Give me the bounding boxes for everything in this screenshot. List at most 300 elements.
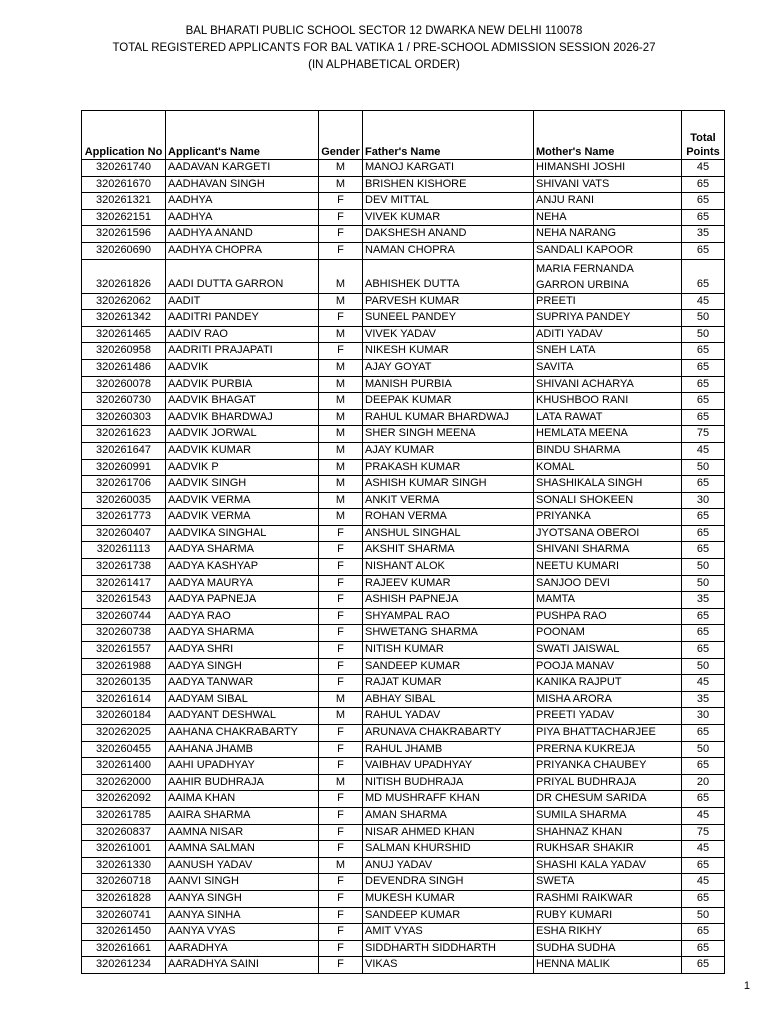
mother-name-cell: PREETI YADAV [534, 708, 682, 725]
table-row [82, 924, 725, 941]
mother-name-cell: LATA RAWAT [534, 409, 682, 426]
father-name-cell: NISHANT ALOK [363, 559, 534, 576]
gender-cell: F [319, 310, 363, 327]
gender-cell: F [319, 193, 363, 210]
application-no-cell: 320260991 [82, 459, 166, 476]
table-row [82, 774, 725, 791]
table-row [82, 193, 725, 210]
applicant-name-cell: AADHYA CHOPRA [166, 242, 319, 259]
total-points-cell: 50 [682, 310, 725, 327]
gender-cell: F [319, 575, 363, 592]
applicant-name-cell: AADVIK VERMA [166, 509, 319, 526]
applicant-name-cell: AADVIK JORWAL [166, 426, 319, 443]
father-name-cell: DAKSHESH ANAND [363, 226, 534, 243]
mother-name-cell: KHUSHBOO RANI [534, 393, 682, 410]
applicant-name-cell: AADI DUTTA GARRON [166, 259, 319, 293]
total-points-cell: 65 [682, 924, 725, 941]
applicant-name-cell: AADVIK PURBIA [166, 376, 319, 393]
father-name-cell: VIVEK KUMAR [363, 209, 534, 226]
total-points-cell: 75 [682, 426, 725, 443]
applicant-name-cell: AAHANA JHAMB [166, 741, 319, 758]
mother-name-cell: BINDU SHARMA [534, 442, 682, 459]
total-points-cell: 35 [682, 691, 725, 708]
father-name-cell: AMIT VYAS [363, 924, 534, 941]
total-points-cell: 65 [682, 242, 725, 259]
table-row [82, 160, 725, 177]
application-no-cell: 320261113 [82, 542, 166, 559]
table-row [82, 841, 725, 858]
application-no-cell: 320261557 [82, 642, 166, 659]
total-points-cell: 50 [682, 658, 725, 675]
application-no-cell: 320260078 [82, 376, 166, 393]
table-row [82, 940, 725, 957]
total-points-cell: 65 [682, 525, 725, 542]
gender-cell: F [319, 675, 363, 692]
mother-name-cell: PRIYANKA CHAUBEY [534, 758, 682, 775]
applicant-name-cell: AADVIK BHAGAT [166, 393, 319, 410]
table-row [82, 857, 725, 874]
application-no-cell: 320260730 [82, 393, 166, 410]
mother-name-cell: ESHA RIKHY [534, 924, 682, 941]
applicant-name-cell: AADYA SHARMA [166, 542, 319, 559]
applicant-name-cell: AARADHYA [166, 940, 319, 957]
gender-cell: F [319, 625, 363, 642]
applicant-name-cell: AADIV RAO [166, 326, 319, 343]
mother-name-cell: HEMLATA MEENA [534, 426, 682, 443]
total-points-cell: 45 [682, 807, 725, 824]
table-row [82, 509, 725, 526]
applicant-name-cell: AADHYA ANAND [166, 226, 319, 243]
total-points-cell: 65 [682, 259, 725, 293]
total-points-cell: 65 [682, 940, 725, 957]
gender-cell: F [319, 890, 363, 907]
mother-name-cell: PIYA BHATTACHARJEE [534, 725, 682, 742]
mother-name-cell: PRIYANKA [534, 509, 682, 526]
applicant-name-cell: AADIT [166, 293, 319, 310]
father-name-cell: AKSHIT SHARMA [363, 542, 534, 559]
mother-name-cell: SAVITA [534, 359, 682, 376]
applicant-name-cell: AARADHYA SAINI [166, 957, 319, 974]
applicant-name-cell: AADVIK BHARDWAJ [166, 409, 319, 426]
gender-cell: M [319, 426, 363, 443]
mother-name-cell: NEHA [534, 209, 682, 226]
list-title: TOTAL REGISTERED APPLICANTS FOR BAL VATIKA 1 / PRE-SCHOOL ADMISSION SESSION 2026-27 [112, 42, 656, 54]
total-points-cell: 65 [682, 476, 725, 493]
total-points-cell: 65 [682, 542, 725, 559]
total-points-cell: 30 [682, 708, 725, 725]
mother-name-cell: PREETI [534, 293, 682, 310]
mother-name-cell: SANJOO DEVI [534, 575, 682, 592]
total-points-cell: 50 [682, 326, 725, 343]
column-header-application-no: Application No [82, 111, 166, 160]
mother-name-cell: PRIYAL BUDHRAJA [534, 774, 682, 791]
applicant-name-cell: AAMNA SALMAN [166, 841, 319, 858]
gender-cell: F [319, 658, 363, 675]
application-no-cell: 320261543 [82, 592, 166, 609]
applicant-name-cell: AADVIK P [166, 459, 319, 476]
mother-name-cell: NEHA NARANG [534, 226, 682, 243]
father-name-cell: VAIBHAV UPADHYAY [363, 758, 534, 775]
application-no-cell: 320260135 [82, 675, 166, 692]
total-points-cell: 35 [682, 226, 725, 243]
father-name-cell: RAHUL YADAV [363, 708, 534, 725]
father-name-cell: ASHISH KUMAR SINGH [363, 476, 534, 493]
application-no-cell: 320260718 [82, 874, 166, 891]
application-no-cell: 320261465 [82, 326, 166, 343]
application-no-cell: 320262062 [82, 293, 166, 310]
gender-cell: M [319, 393, 363, 410]
mother-name-cell: SNEH LATA [534, 343, 682, 360]
father-name-cell: MANOJ KARGATI [363, 160, 534, 177]
father-name-cell: AMAN SHARMA [363, 807, 534, 824]
table-row [82, 259, 725, 293]
father-name-cell: PRAKASH KUMAR [363, 459, 534, 476]
application-no-cell: 320261706 [82, 476, 166, 493]
table-row [82, 326, 725, 343]
gender-cell: F [319, 242, 363, 259]
total-points-cell: 50 [682, 575, 725, 592]
column-header-applicant-name: Applicant's Name [166, 111, 319, 160]
application-no-cell: 320261596 [82, 226, 166, 243]
mother-name-cell: HIMANSHI JOSHI [534, 160, 682, 177]
table-row [82, 575, 725, 592]
gender-cell: M [319, 459, 363, 476]
applicant-name-cell: AADITRI PANDEY [166, 310, 319, 327]
gender-cell: F [319, 924, 363, 941]
father-name-cell: SANDEEP KUMAR [363, 658, 534, 675]
mother-name-cell: RASHMI RAIKWAR [534, 890, 682, 907]
total-points-cell: 65 [682, 890, 725, 907]
table-row [82, 459, 725, 476]
applicant-name-cell: AADVIK SINGH [166, 476, 319, 493]
gender-cell: F [319, 741, 363, 758]
gender-cell: M [319, 376, 363, 393]
mother-name-cell: PUSHPA RAO [534, 608, 682, 625]
application-no-cell: 320260744 [82, 608, 166, 625]
father-name-cell: RAHUL KUMAR BHARDWAJ [363, 409, 534, 426]
column-header-mother-name: Mother's Name [534, 111, 682, 160]
mother-name-cell: ANJU RANI [534, 193, 682, 210]
father-name-cell: DEVENDRA SINGH [363, 874, 534, 891]
gender-cell: M [319, 774, 363, 791]
applicant-name-cell: AAIRA SHARMA [166, 807, 319, 824]
table-row [82, 343, 725, 360]
applicant-name-cell: AADYANT DESHWAL [166, 708, 319, 725]
gender-cell: M [319, 293, 363, 310]
application-no-cell: 320260741 [82, 907, 166, 924]
application-no-cell: 320261400 [82, 758, 166, 775]
table-row [82, 658, 725, 675]
table-header-row [82, 111, 725, 160]
applicant-name-cell: AADHYA [166, 193, 319, 210]
gender-cell: F [319, 592, 363, 609]
total-points-cell: 45 [682, 442, 725, 459]
table-row [82, 592, 725, 609]
total-points-cell: 65 [682, 343, 725, 360]
table-row [82, 642, 725, 659]
total-points-cell: 65 [682, 957, 725, 974]
father-name-cell: MUKESH KUMAR [363, 890, 534, 907]
applicant-name-cell: AADYA KASHYAP [166, 559, 319, 576]
table-row [82, 426, 725, 443]
table-row [82, 409, 725, 426]
table-row [82, 708, 725, 725]
father-name-cell: NAMAN CHOPRA [363, 242, 534, 259]
gender-cell: F [319, 525, 363, 542]
application-no-cell: 320260184 [82, 708, 166, 725]
gender-cell: M [319, 176, 363, 193]
father-name-cell: SHYAMPAL RAO [363, 608, 534, 625]
table-row [82, 608, 725, 625]
applicant-name-cell: AADRITI PRAJAPATI [166, 343, 319, 360]
mother-name-cell: SHIVANI VATS [534, 176, 682, 193]
gender-cell: F [319, 791, 363, 808]
table-row [82, 691, 725, 708]
column-header-father-name: Father's Name [363, 111, 534, 160]
applicant-name-cell: AADVIK VERMA [166, 492, 319, 509]
father-name-cell: ABHISHEK DUTTA [363, 259, 534, 293]
table-row [82, 741, 725, 758]
total-points-cell: 65 [682, 791, 725, 808]
mother-name-cell: SWETA [534, 874, 682, 891]
applicant-name-cell: AADYA SHRI [166, 642, 319, 659]
father-name-cell: RAJAT KUMAR [363, 675, 534, 692]
application-no-cell: 320260455 [82, 741, 166, 758]
table-row [82, 907, 725, 924]
application-no-cell: 320261738 [82, 559, 166, 576]
application-no-cell: 320261785 [82, 807, 166, 824]
application-no-cell: 320261826 [82, 259, 166, 293]
applicant-name-cell: AANVI SINGH [166, 874, 319, 891]
total-points-cell: 65 [682, 725, 725, 742]
mother-name-cell: JYOTSANA OBEROI [534, 525, 682, 542]
mother-name-cell: MISHA ARORA [534, 691, 682, 708]
gender-cell: M [319, 160, 363, 177]
father-name-cell: AJAY GOYAT [363, 359, 534, 376]
list-order-note: (IN ALPHABETICAL ORDER) [308, 59, 460, 71]
table-row [82, 758, 725, 775]
father-name-cell: RAJEEV KUMAR [363, 575, 534, 592]
application-no-cell: 320261988 [82, 658, 166, 675]
document-header [0, 23, 768, 74]
gender-cell: F [319, 940, 363, 957]
father-name-cell: DEV MITTAL [363, 193, 534, 210]
total-points-cell: 75 [682, 824, 725, 841]
father-name-cell: NITISH KUMAR [363, 642, 534, 659]
father-name-cell: AJAY KUMAR [363, 442, 534, 459]
father-name-cell: SANDEEP KUMAR [363, 907, 534, 924]
father-name-cell: ASHISH PAPNEJA [363, 592, 534, 609]
table-row [82, 209, 725, 226]
application-no-cell: 320261321 [82, 193, 166, 210]
gender-cell: M [319, 708, 363, 725]
father-name-cell: ANKIT VERMA [363, 492, 534, 509]
total-points-cell: 65 [682, 857, 725, 874]
application-no-cell: 320260738 [82, 625, 166, 642]
applicant-name-cell: AADVIKA SINGHAL [166, 525, 319, 542]
page-number: 1 [743, 980, 750, 992]
application-no-cell: 320260407 [82, 525, 166, 542]
total-points-cell: 65 [682, 625, 725, 642]
gender-cell: M [319, 326, 363, 343]
application-no-cell: 320261661 [82, 940, 166, 957]
mother-name-cell: RUBY KUMARI [534, 907, 682, 924]
application-no-cell: 320261614 [82, 691, 166, 708]
applicant-name-cell: AADAVAN KARGETI [166, 160, 319, 177]
father-name-cell: ARUNAVA CHAKRABARTY [363, 725, 534, 742]
total-points-cell: 65 [682, 608, 725, 625]
gender-cell: F [319, 824, 363, 841]
mother-name-cell: HENNA MALIK [534, 957, 682, 974]
father-name-cell: ROHAN VERMA [363, 509, 534, 526]
gender-cell: M [319, 259, 363, 293]
table-row [82, 310, 725, 327]
father-name-cell: DEEPAK KUMAR [363, 393, 534, 410]
gender-cell: F [319, 642, 363, 659]
father-name-cell: ANUJ YADAV [363, 857, 534, 874]
mother-name-cell: SUDHA SUDHA [534, 940, 682, 957]
applicant-name-cell: AADYA MAURYA [166, 575, 319, 592]
father-name-cell: SALMAN KHURSHID [363, 841, 534, 858]
applicant-name-cell: AADYA SINGH [166, 658, 319, 675]
father-name-cell: ANSHUL SINGHAL [363, 525, 534, 542]
total-points-cell: 45 [682, 841, 725, 858]
mother-name-cell: SONALI SHOKEEN [534, 492, 682, 509]
column-header-total-points: Total Points [682, 111, 725, 160]
father-name-cell: NIKESH KUMAR [363, 343, 534, 360]
applicant-name-cell: AADYAM SIBAL [166, 691, 319, 708]
applicant-name-cell: AADYA PAPNEJA [166, 592, 319, 609]
father-name-cell: ABHAY SIBAL [363, 691, 534, 708]
father-name-cell: SHWETANG SHARMA [363, 625, 534, 642]
gender-cell: F [319, 209, 363, 226]
gender-cell: F [319, 542, 363, 559]
mother-name-cell: POOJA MANAV [534, 658, 682, 675]
application-no-cell: 320261450 [82, 924, 166, 941]
table-row [82, 176, 725, 193]
mother-name-cell: SUPRIYA PANDEY [534, 310, 682, 327]
table-row [82, 791, 725, 808]
total-points-cell: 65 [682, 642, 725, 659]
mother-name-cell: PRERNA KUKREJA [534, 741, 682, 758]
table-row [82, 293, 725, 310]
gender-cell: M [319, 442, 363, 459]
applicant-name-cell: AADYA SHARMA [166, 625, 319, 642]
applicant-name-cell: AADHAVAN SINGH [166, 176, 319, 193]
applicant-name-cell: AANYA SINHA [166, 907, 319, 924]
total-points-cell: 50 [682, 559, 725, 576]
father-name-cell: SIDDHARTH SIDDHARTH [363, 940, 534, 957]
table-row [82, 957, 725, 974]
application-no-cell: 320262092 [82, 791, 166, 808]
total-points-cell: 65 [682, 393, 725, 410]
table-row [82, 725, 725, 742]
table-row [82, 226, 725, 243]
applicant-name-cell: AAMNA NISAR [166, 824, 319, 841]
application-no-cell: 320261828 [82, 890, 166, 907]
table-row [82, 675, 725, 692]
table-row [82, 807, 725, 824]
application-no-cell: 320261773 [82, 509, 166, 526]
mother-name-cell: SHASHI KALA YADAV [534, 857, 682, 874]
application-no-cell: 320261234 [82, 957, 166, 974]
applicant-name-cell: AADVIK KUMAR [166, 442, 319, 459]
gender-cell: F [319, 841, 363, 858]
total-points-cell: 30 [682, 492, 725, 509]
table-row [82, 625, 725, 642]
application-no-cell: 320262025 [82, 725, 166, 742]
gender-cell: F [319, 343, 363, 360]
total-points-cell: 35 [682, 592, 725, 609]
gender-cell: F [319, 807, 363, 824]
applicant-name-cell: AAIMA KHAN [166, 791, 319, 808]
application-no-cell: 320261623 [82, 426, 166, 443]
mother-name-cell: SUMILA SHARMA [534, 807, 682, 824]
total-points-cell: 45 [682, 874, 725, 891]
father-name-cell: NISAR AHMED KHAN [363, 824, 534, 841]
total-points-cell: 45 [682, 675, 725, 692]
applicant-name-cell: AAHI UPADHYAY [166, 758, 319, 775]
gender-cell: F [319, 559, 363, 576]
gender-cell: F [319, 957, 363, 974]
applicant-name-cell: AANYA VYAS [166, 924, 319, 941]
father-name-cell: BRISHEN KISHORE [363, 176, 534, 193]
applicant-name-cell: AADVIK [166, 359, 319, 376]
application-no-cell: 320260035 [82, 492, 166, 509]
father-name-cell: VIKAS [363, 957, 534, 974]
father-name-cell: SUNEEL PANDEY [363, 310, 534, 327]
applicants-table [81, 110, 725, 974]
application-no-cell: 320261740 [82, 160, 166, 177]
gender-cell: M [319, 509, 363, 526]
gender-cell: F [319, 725, 363, 742]
gender-cell: F [319, 758, 363, 775]
mother-name-cell: MARIA FERNANDA GARRON URBINA [534, 259, 682, 293]
mother-name-cell: SANDALI KAPOOR [534, 242, 682, 259]
applicant-name-cell: AAHANA CHAKRABARTY [166, 725, 319, 742]
mother-name-cell: SHIVANI ACHARYA [534, 376, 682, 393]
applicant-name-cell: AADYA TANWAR [166, 675, 319, 692]
total-points-cell: 65 [682, 359, 725, 376]
column-header-gender: Gender [319, 111, 363, 160]
table-body [82, 160, 725, 974]
gender-cell: M [319, 359, 363, 376]
mother-name-cell: MAMTA [534, 592, 682, 609]
application-no-cell: 320260837 [82, 824, 166, 841]
total-points-cell: 50 [682, 907, 725, 924]
total-points-cell: 65 [682, 193, 725, 210]
mother-name-cell: SHAHNAZ KHAN [534, 824, 682, 841]
gender-cell: F [319, 874, 363, 891]
mother-name-cell: KOMAL [534, 459, 682, 476]
mother-name-cell: SHIVANI SHARMA [534, 542, 682, 559]
application-no-cell: 320260303 [82, 409, 166, 426]
table-row [82, 393, 725, 410]
gender-cell: F [319, 226, 363, 243]
father-name-cell: MANISH PURBIA [363, 376, 534, 393]
table-row [82, 359, 725, 376]
table-row [82, 442, 725, 459]
total-points-cell: 45 [682, 293, 725, 310]
application-no-cell: 320261670 [82, 176, 166, 193]
table-row [82, 376, 725, 393]
total-points-cell: 50 [682, 741, 725, 758]
applicant-name-cell: AADYA RAO [166, 608, 319, 625]
mother-name-cell: POONAM [534, 625, 682, 642]
table-row [82, 874, 725, 891]
father-name-cell: VIVEK YADAV [363, 326, 534, 343]
mother-name-cell: KANIKA RAJPUT [534, 675, 682, 692]
